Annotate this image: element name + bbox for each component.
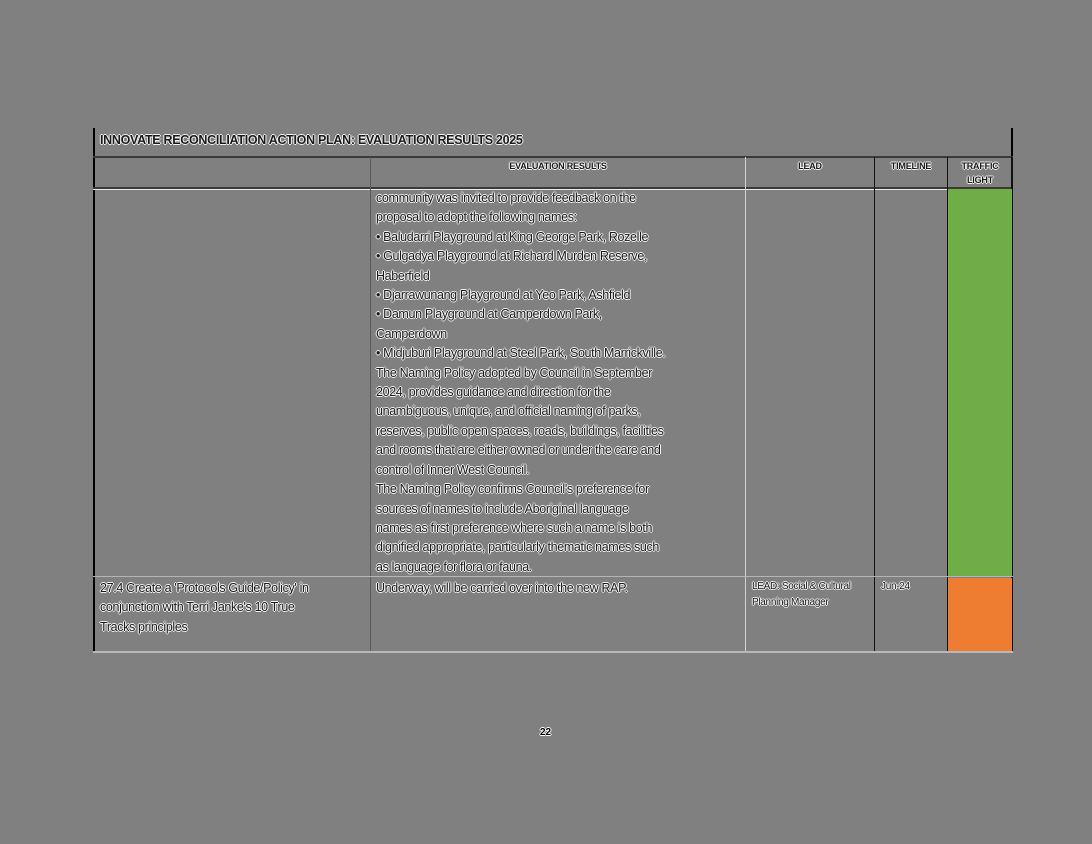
evaluation-line: • Djarrawunang Playground at Yeo Park, Ashfield — [376, 288, 631, 303]
evaluation-line: 2024, provides guidance and direction for the — [376, 385, 611, 400]
action-line: 27.4 Create a 'Protocols Guide/Policy' in — [100, 581, 309, 595]
column-divider-2 — [745, 157, 746, 652]
header-traffic-light — [948, 157, 1012, 187]
document-title: INNOVATE RECONCILIATION ACTION PLAN: EVALUATION RESULTS 2025 — [100, 133, 523, 147]
evaluation-line: Haberfield — [376, 268, 430, 283]
row-2-timeline: Jun-24 — [881, 581, 910, 592]
table-bottom-border — [93, 651, 1013, 653]
evaluation-line: names as first preference where such a name is both — [376, 520, 653, 535]
row-divider — [93, 576, 1013, 577]
row-2-lead — [752, 579, 851, 610]
evaluation-line: The Naming Policy confirms Council's preference for — [376, 482, 649, 497]
evaluation-line: The Naming Policy adopted by Council in September — [376, 365, 653, 380]
header-traffic-light-line2: LIGHT — [967, 175, 993, 185]
evaluation-line: Camperdown — [376, 326, 447, 341]
lead-line: LEAD: Social & Cultural — [752, 581, 851, 592]
page-right-border — [1011, 128, 1013, 156]
row-1-evaluation-results — [376, 189, 665, 577]
lead-line: Planning Manager — [752, 596, 829, 608]
evaluation-line: community was invited to provide feedback on the — [376, 191, 636, 205]
evaluation-line: unambiguous, unique, and official naming of parks, — [376, 404, 641, 419]
evaluation-line: reserves, public open spaces, roads, buildings, facilities — [376, 423, 664, 438]
evaluation-line: • Damun Playground at Camperdown Park, — [376, 307, 602, 322]
header-traffic-light-line1: TRAFFIC — [961, 161, 999, 171]
action-line: conjunction with Terri Janke's 10 True — [100, 600, 295, 615]
evaluation-line: as language for flora or fauna. — [376, 559, 532, 574]
page-left-border — [93, 128, 95, 652]
column-divider-1 — [370, 157, 371, 652]
evaluation-line: • Baludarri Playground at King George Park, Rozelle — [376, 229, 649, 244]
column-divider-3 — [874, 157, 875, 652]
evaluation-line: • Gulgadya Playground at Richard Murden Reserve, — [376, 249, 648, 264]
evaluation-line: • Midjuburi Playground at Steel Park, South Marrickville. — [376, 346, 666, 361]
evaluation-line: proposal to adopt the following names: — [376, 210, 577, 225]
evaluation-line: sources of names to include Aboriginal language — [376, 501, 629, 516]
header-evaluation-results: EVALUATION RESULTS — [509, 161, 607, 171]
header-lead: LEAD — [798, 161, 822, 171]
action-line: Tracks principles — [100, 619, 188, 634]
evaluation-line: control of Inner West Council. — [376, 462, 530, 477]
row-2-action — [100, 579, 309, 637]
evaluation-line: and rooms that are either owned or under the care and — [376, 443, 661, 458]
evaluation-line: Underway, will be carried over into the new RAP. — [376, 581, 628, 595]
page-number: 22 — [540, 727, 552, 738]
traffic-light-orange — [948, 578, 1012, 651]
document-page — [93, 128, 1013, 653]
row-2-evaluation-results — [376, 579, 628, 598]
traffic-light-green — [948, 189, 1012, 577]
header-timeline: TIMELINE — [890, 161, 932, 171]
evaluation-line: dignified appropriate, particularly thematic names such — [376, 540, 659, 555]
